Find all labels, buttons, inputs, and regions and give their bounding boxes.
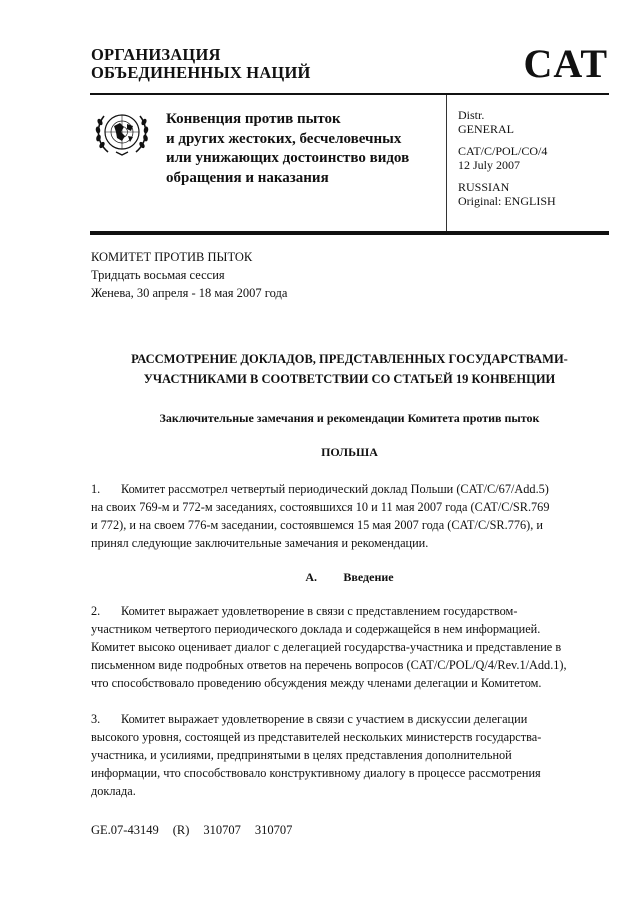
paragraph-line: высокого уровня, состоящей из представителей нескольких министерств государства- [91,730,542,744]
paragraph-line: информации, что способствовало конструктивному диалогу в процессе рассмотрения [91,766,541,780]
document-metadata [458,109,556,208]
paragraph-1 [91,480,611,552]
paragraph-line: участником четвертого периодического доклада и содержащейся в нем информацией. [91,622,541,636]
country-heading: ПОЛЬША [321,445,378,459]
paragraph-line: на своих 769-м и 772-м заседаниях, состоявшихся 10 и 11 мая 2007 года (CAT/C/SR.769 [91,500,550,514]
convention-line: и других жестоких, бесчеловечных [166,130,402,147]
footer-date-1: 310707 [203,823,241,837]
paragraph-number: 3. [91,712,101,726]
footer-date-2: 310707 [254,823,293,837]
header-top-rule [90,93,609,95]
main-title-line-1: РАССМОТРЕНИЕ ДОКЛАДОВ, ПРЕДСТАВЛЕННЫХ ГОСУДАРСТВАМИ- [131,352,568,366]
organization-name [91,46,311,82]
subtitle: Заключительные замечания и рекомендации Комитета против пыток [159,411,540,425]
header-bottom-rule [90,231,609,235]
original-language: Original: ENGLISH [458,193,556,208]
distr-label: Distr. [458,108,485,122]
paragraph-line: Комитет рассмотрел четвертый периодический доклад Польши (CAT/C/67/Add.5) [121,482,549,496]
footer-job-line [91,822,306,838]
paragraph-line: и 772), и на своем 776-м заседании, состоявшемся 15 мая 2007 года (CAT/C/SR.776), и [91,518,543,532]
session-place-dates: Женева, 30 апреля - 18 мая 2007 года [91,286,288,300]
organization-line-2: ОБЪЕДИНЕННЫХ НАЦИЙ [91,63,311,82]
paragraph-line: письменном виде подробных ответов на перечень вопросов (CAT/C/POL/Q/4/Rev.1/Add.1), [91,658,567,672]
language-code: (R) [172,823,190,837]
session-name: Тридцать восьмая сессия [91,268,225,282]
paragraph-line: Комитет выражает удовлетворение в связи с участием в дискуссии делегации [121,712,528,726]
document-symbol: CAT/C/POL/CO/4 [458,144,548,158]
un-emblem-icon [94,108,150,158]
committee-name: КОМИТЕТ ПРОТИВ ПЫТОК [91,250,253,264]
section-title: Введение [343,570,394,584]
paragraph-line: Комитет выражает удовлетворение в связи с представлением государством- [121,604,518,618]
paragraph-number: 2. [91,604,101,618]
section-number: A. [305,570,318,584]
paragraph-line: Комитет высоко оценивает диалог с делегацией государства-участника и представление в [91,640,562,654]
main-title [90,350,609,389]
header-vertical-divider [446,95,447,231]
distr-value: GENERAL [458,121,514,136]
job-number: GE.07-43149 [91,823,159,837]
convention-line: Конвенция против пыток [166,111,341,127]
paragraph-number: 1. [91,482,101,496]
paragraph-3 [91,710,611,800]
paragraph-line: доклада. [91,784,136,798]
paragraph-2 [91,602,611,692]
main-title-line-2: УЧАСТНИКАМИ В СООТВЕТСТВИИ СО СТАТЬЕЙ 19 КОНВЕНЦИИ [143,371,556,386]
organization-line-1: ОРГАНИЗАЦИЯ [91,45,221,64]
document-language: RUSSIAN [458,180,510,194]
document-date: 12 July 2007 [458,157,521,172]
convention-line: или унижающих достоинство видов [166,150,410,166]
section-heading-a [90,569,609,585]
paragraph-line: участника, и усилиями, предпринятыми в целях представления дополнительной [91,748,512,762]
convention-line: обращения и наказания [166,169,329,186]
document-series-symbol: CAT [523,41,608,86]
paragraph-line: что способствовало проведению обсуждения между членами делегации и Комитетом. [91,676,542,690]
committee-info [91,248,287,302]
convention-title [166,110,409,188]
paragraph-line: принял следующие заключительные замечания и рекомендации. [91,536,429,550]
